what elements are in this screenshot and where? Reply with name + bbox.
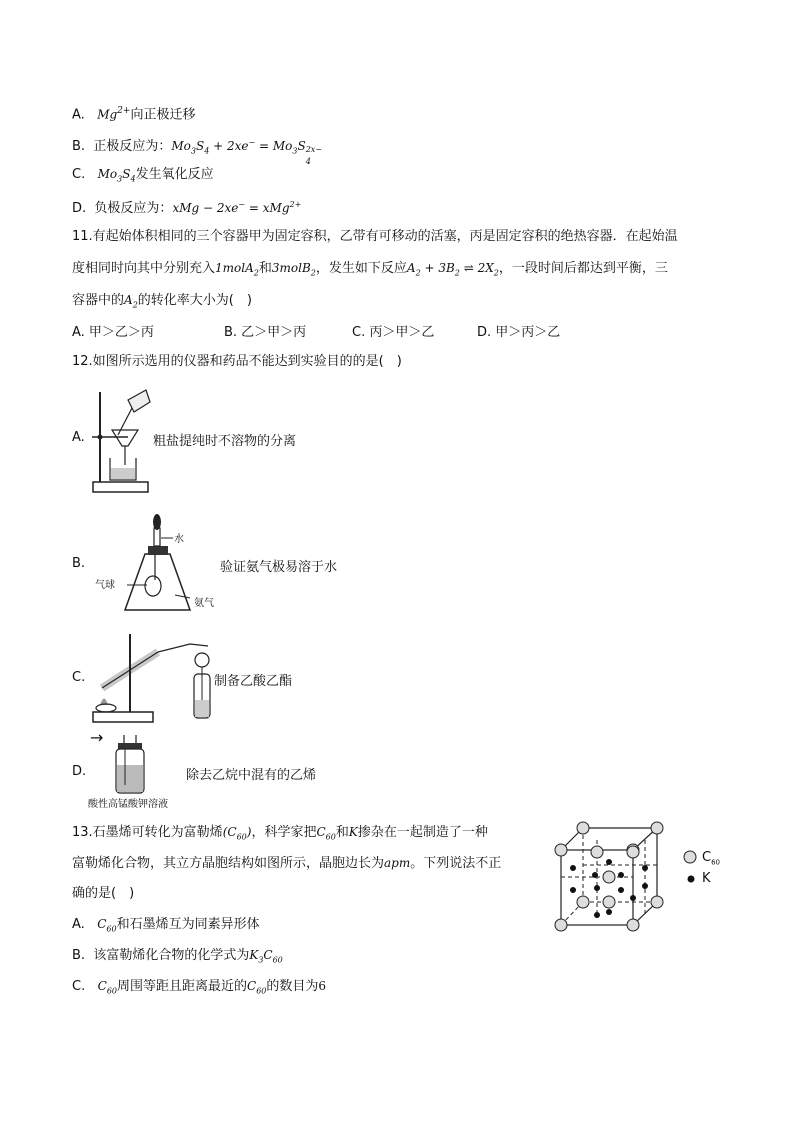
- formula-part: = xMg: [245, 201, 290, 215]
- formula-part: A: [406, 261, 416, 275]
- formula: [271, 261, 316, 278]
- q13-line2: [72, 853, 501, 874]
- number: 6: [318, 979, 327, 993]
- q13-line3: 确的是( ): [72, 886, 135, 901]
- subscript: 60: [272, 955, 283, 965]
- option-a: [72, 101, 195, 125]
- formula: K: [348, 825, 358, 839]
- formula: [222, 825, 252, 842]
- subscript: 2: [493, 268, 499, 278]
- formula-part: ⇌ 2X: [459, 261, 494, 275]
- subscript: 60: [256, 986, 267, 996]
- formula: [172, 201, 301, 215]
- k-legend-label: K: [702, 871, 711, 886]
- q12-option-a-caption: 粗盐提纯时不溶物的分离: [153, 434, 297, 449]
- superscript: −: [238, 200, 246, 209]
- formula-part: (C: [222, 825, 237, 839]
- text: ，发生如下反应: [315, 261, 407, 276]
- formula-part: + 3B: [420, 261, 455, 275]
- option-text: 周围等距且距离最近的: [117, 979, 248, 994]
- subscript: 3: [258, 955, 264, 965]
- formula-part: K: [249, 948, 259, 962]
- formula-part: Mo: [97, 167, 118, 181]
- q13-option-b: [72, 945, 283, 970]
- subscript: 2: [415, 268, 421, 278]
- subscript: 60: [325, 832, 336, 842]
- option-d: [72, 195, 301, 219]
- formula-part: + 2xe: [209, 139, 249, 153]
- option-letter: D.: [72, 201, 87, 216]
- text: 。下列说法不正: [410, 856, 502, 871]
- subscript: 3: [292, 146, 298, 156]
- gas-flow-arrow: →: [90, 728, 104, 747]
- subscript: 2: [310, 268, 316, 278]
- formula: [97, 979, 117, 996]
- text: ，一段时间后都达到平衡，三: [498, 261, 668, 276]
- c60-legend-label: [702, 850, 720, 867]
- filtration-apparatus-figure: [88, 380, 153, 498]
- q11-option-c: C. 丙＞甲＞乙: [352, 325, 435, 340]
- q11-option-d: D. 甲＞丙＞乙: [477, 325, 561, 340]
- text: 容器中的: [72, 293, 125, 308]
- formula: [97, 917, 117, 934]
- subscript: 60: [106, 924, 117, 934]
- formula: [215, 261, 259, 278]
- label-kmno4-solution: 酸性高锰酸钾溶液: [88, 799, 168, 810]
- q12-option-d-caption: 除去乙烷中混有的乙烯: [186, 768, 317, 783]
- text: 富勒烯化合物，其立方晶胞结构如图所示，晶胞边长为: [72, 856, 385, 871]
- text: 掺杂在一起制造了一种: [357, 825, 488, 840]
- q13-line1: [72, 822, 488, 847]
- option-letter: B.: [72, 139, 86, 154]
- q12-option-c-caption: 制备乙酸乙酯: [214, 674, 293, 689]
- option-text: 和石墨烯互为同素异形体: [116, 917, 260, 932]
- legend-text: C: [702, 850, 712, 865]
- text: 13.石墨烯可转化为富勒烯: [72, 825, 223, 840]
- superscript: 2x−: [305, 145, 323, 154]
- label-ammonia: 氨气: [194, 598, 214, 609]
- wash-bottle-figure: [110, 735, 150, 795]
- q13-option-c: [72, 976, 326, 1001]
- subscript: 3: [117, 174, 123, 184]
- option-text: 发生氧化反应: [135, 167, 214, 182]
- subscript: 2: [454, 268, 460, 278]
- formula-part: C: [97, 979, 107, 993]
- text: 度相同时向其中分别充入: [72, 261, 216, 276]
- option-letter: A.: [72, 917, 85, 932]
- option-text: 的数目为: [266, 979, 319, 994]
- k-legend-icon: [686, 874, 696, 884]
- formula: Mg: [97, 107, 118, 122]
- option-text: 正极反应为：: [93, 139, 172, 154]
- q12-option-b-caption: 验证氨气极易溶于水: [220, 560, 338, 575]
- formula-part: C: [263, 948, 273, 962]
- formula: [171, 138, 323, 166]
- formula: [247, 979, 267, 996]
- formula: apm: [384, 856, 411, 870]
- q11-options: [72, 321, 712, 341]
- label-water: 水: [174, 534, 184, 545]
- formula: [97, 167, 136, 184]
- formula: [249, 948, 283, 965]
- crystal-cell-figure: [553, 820, 678, 935]
- formula-part: C: [316, 825, 326, 839]
- formula-part: C: [247, 979, 257, 993]
- subscript: 2: [253, 268, 259, 278]
- superscript: 2+: [289, 200, 302, 209]
- subscript: 2: [132, 300, 138, 310]
- superscript: −: [248, 138, 256, 147]
- superscript: 2+: [117, 106, 131, 116]
- formula-part: ): [246, 825, 252, 839]
- label-balloon: 气球: [95, 580, 115, 591]
- option-letter: B.: [72, 948, 86, 963]
- option-text: 负极反应为：: [94, 201, 173, 216]
- option-letter: C.: [72, 979, 86, 994]
- formula-part: 1molA: [215, 261, 254, 275]
- ester-preparation-figure: [90, 630, 215, 725]
- subscript: 60: [711, 858, 720, 867]
- formula-part: A: [124, 293, 133, 307]
- subscript: 60: [236, 832, 247, 842]
- text: 和: [258, 261, 272, 276]
- formula: [316, 825, 336, 842]
- text: ，科学家把: [251, 825, 317, 840]
- option-text: 该富勒烯化合物的化学式为: [93, 948, 250, 963]
- text: 的转化率大小为( ): [137, 293, 252, 308]
- subscript: 60: [106, 986, 117, 996]
- option-letter: C.: [72, 167, 86, 182]
- formula-part: S: [195, 139, 205, 153]
- q11-line3: [72, 290, 252, 315]
- q11-option-a: A. 甲＞乙＞丙: [72, 325, 154, 340]
- subscript: 3: [190, 146, 196, 156]
- q11-option-b: B. 乙＞甲＞丙: [224, 325, 307, 340]
- option-c: [72, 164, 214, 189]
- q12-option-c-letter: C.: [72, 670, 86, 685]
- option-text: 向正极迁移: [130, 107, 196, 123]
- q12-stem: 12.如图所示选用的仪器和药品不能达到实验目的的是( ): [72, 354, 402, 369]
- text: 和: [335, 825, 349, 840]
- formula: [124, 293, 138, 310]
- subscript: 4: [204, 146, 210, 156]
- option-letter: A.: [72, 107, 85, 123]
- formula-part: S: [122, 167, 131, 181]
- subscript: 4: [305, 157, 311, 166]
- formula-part: C: [97, 917, 107, 931]
- equation: [406, 261, 499, 278]
- subscript: 4: [130, 174, 136, 184]
- q13-option-a: [72, 914, 260, 939]
- formula-part: Mo: [171, 139, 191, 153]
- q12-option-a-letter: A.: [72, 430, 85, 445]
- formula-part: = Mo: [255, 139, 293, 153]
- q11-line1: 11.有起始体积相同的三个容器甲为固定容积，乙带有可移动的活塞，丙是固定容积的绝热容器．在起始温: [72, 229, 678, 244]
- q12-option-b-letter: B.: [72, 556, 86, 571]
- q11-line2: [72, 258, 668, 283]
- formula-part: S: [297, 139, 306, 153]
- c60-legend-icon: [683, 850, 697, 864]
- formula-part: xMg − 2xe: [172, 201, 239, 215]
- q12-option-d-letter: D.: [72, 764, 87, 779]
- option-b: [72, 133, 323, 166]
- formula-part: 3molB: [271, 261, 311, 275]
